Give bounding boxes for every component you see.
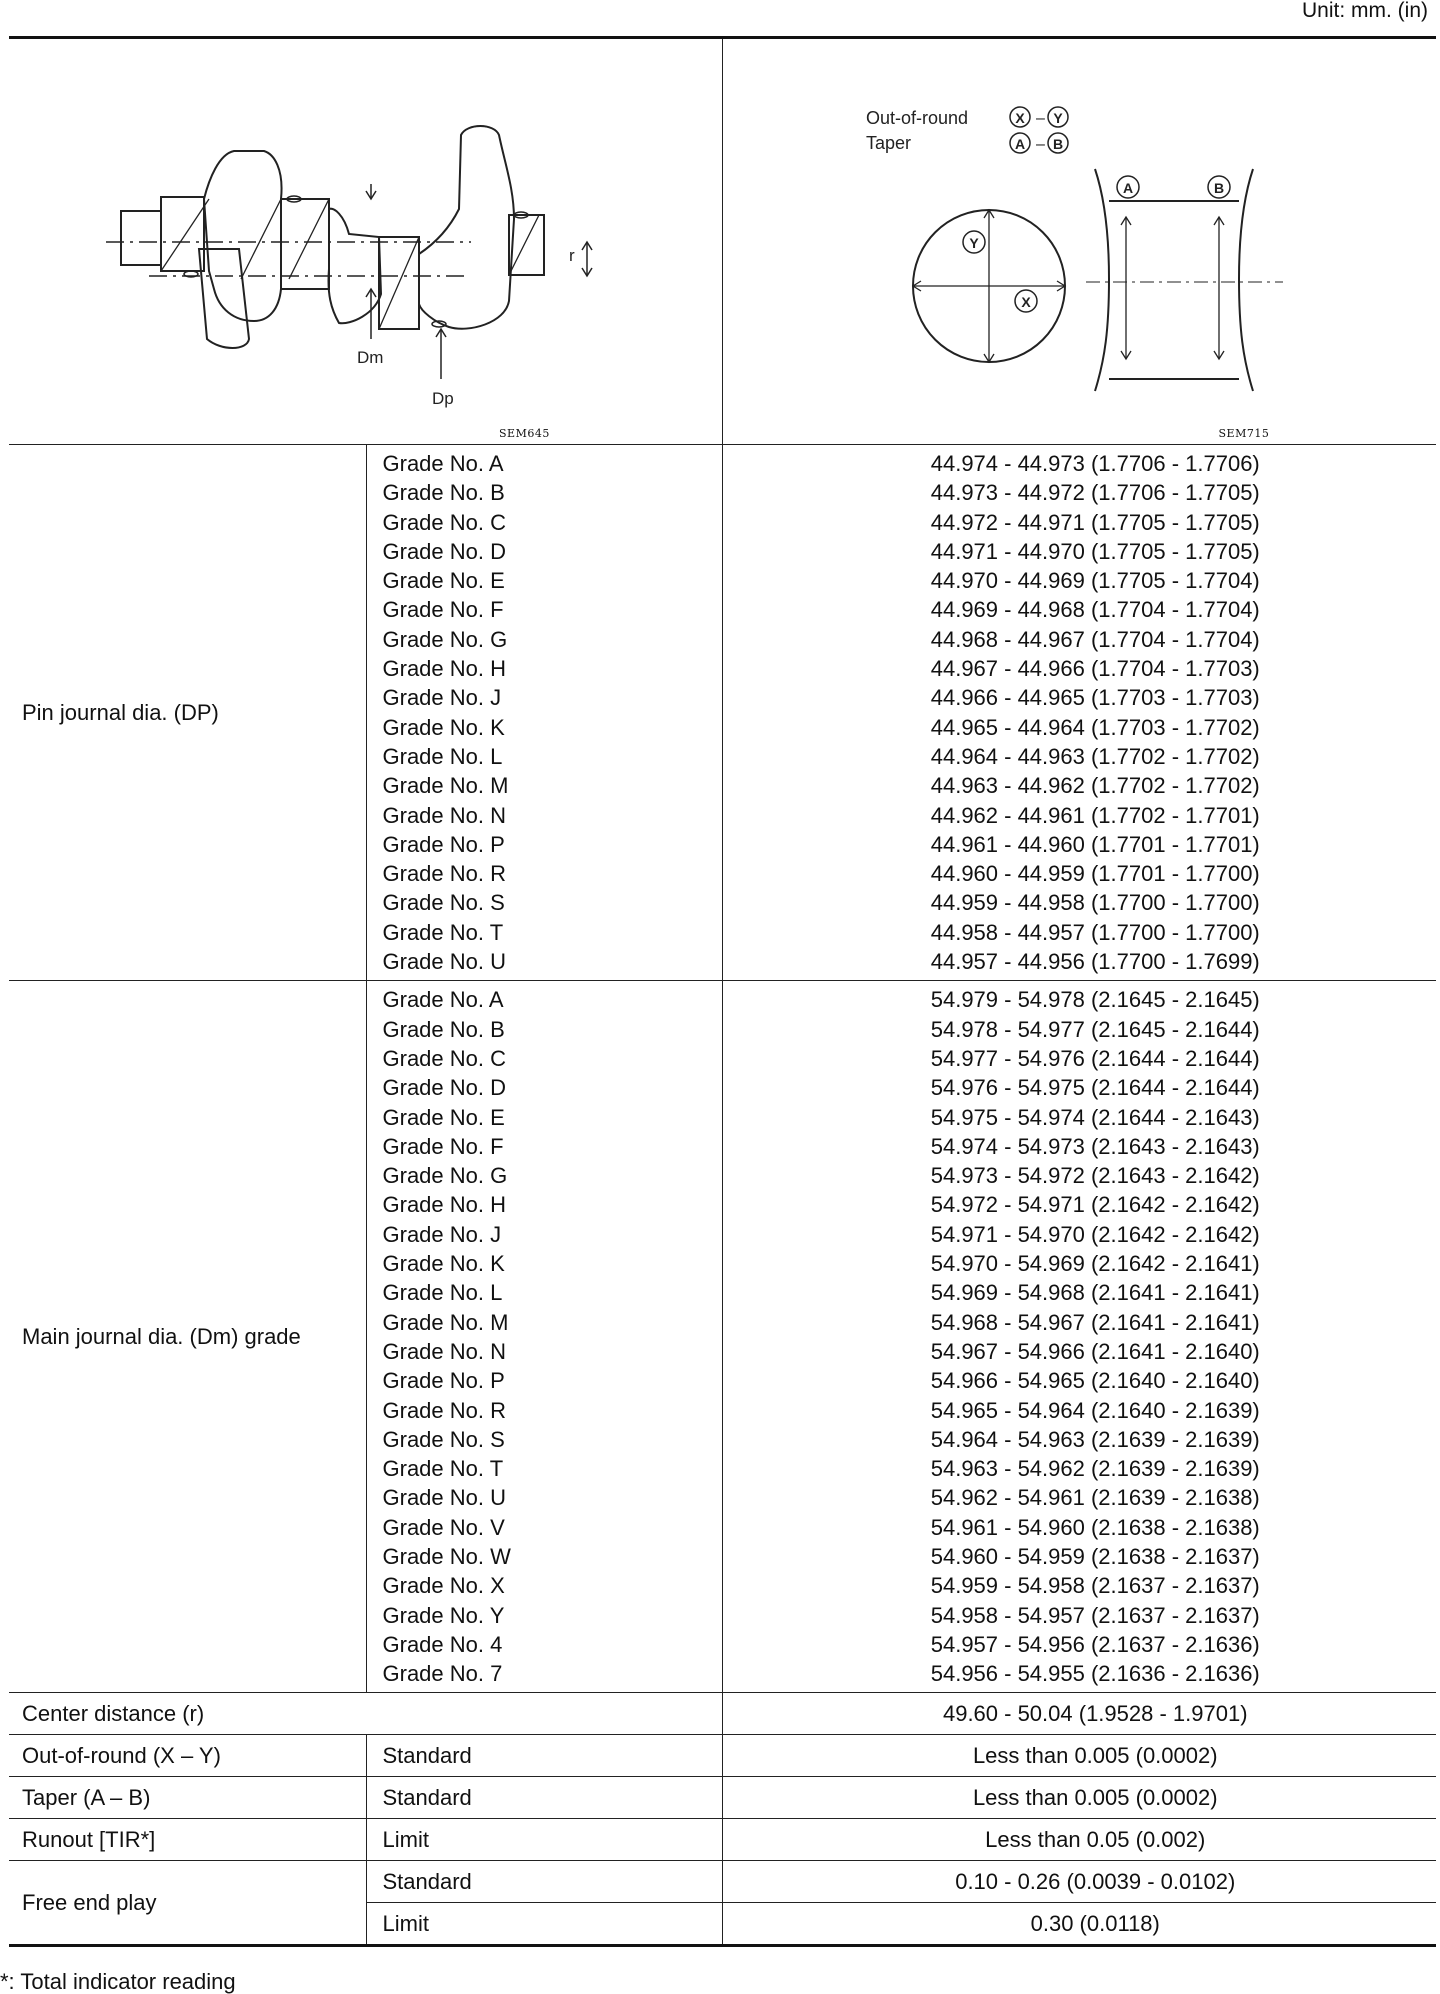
pin-journal-values xyxy=(722,445,1436,981)
main-journal-row xyxy=(9,981,1436,1693)
grade-value: 54.978 - 54.977 (2.1645 - 2.1644) xyxy=(930,1016,1260,1042)
grade-value: 44.958 - 44.957 (1.7700 - 1.7700) xyxy=(930,919,1260,945)
grade-value: 44.967 - 44.966 (1.7704 - 1.7703) xyxy=(930,656,1260,682)
pin-journal-row xyxy=(9,445,1436,981)
grade-value: 44.962 - 44.961 (1.7702 - 1.7701) xyxy=(930,802,1260,828)
grade-label: Grade No. G xyxy=(382,626,508,652)
grade-label: Grade No. R xyxy=(382,1397,506,1423)
grade-label: Grade No. C xyxy=(382,1045,506,1071)
grade-label: Grade No. F xyxy=(382,597,504,623)
out-of-round-value: Less than 0.005 (0.0002) xyxy=(722,1735,1436,1777)
grade-label: Grade No. P xyxy=(382,1368,505,1394)
grade-value: 54.958 - 54.957 (2.1637 - 2.1637) xyxy=(930,1602,1260,1628)
crankshaft-figure-cell xyxy=(9,38,722,445)
main-journal-grades xyxy=(366,981,722,1693)
journal-side-view xyxy=(1086,169,1283,391)
main-journal-label: Main journal dia. (Dm) grade xyxy=(9,981,366,1693)
grade-label: Grade No. A xyxy=(382,987,504,1013)
circle-x-mark: X xyxy=(1020,294,1031,310)
grade-label: Grade No. E xyxy=(382,1104,505,1130)
figure-row xyxy=(9,38,1436,445)
free-end-play-standard-value: 0.10 - 0.26 (0.0039 - 0.0102) xyxy=(722,1861,1436,1903)
grade-value: 44.965 - 44.964 (1.7703 - 1.7702) xyxy=(930,714,1260,740)
grade-label: Grade No. B xyxy=(382,1016,505,1042)
grade-value: 44.970 - 44.969 (1.7705 - 1.7704) xyxy=(930,568,1260,594)
grade-label: Grade No. D xyxy=(382,1075,506,1101)
taper-legend: Taper xyxy=(865,133,911,153)
grade-value: 54.974 - 54.973 (2.1643 - 2.1643) xyxy=(930,1133,1260,1159)
grade-value: 54.973 - 54.972 (2.1643 - 2.1642) xyxy=(930,1163,1260,1189)
grade-value: 54.956 - 54.955 (2.1636 - 2.1636) xyxy=(930,1661,1260,1687)
crankshaft-diagram xyxy=(9,39,722,444)
legend-x-mark: X xyxy=(1014,110,1025,126)
grade-value: 54.972 - 54.971 (2.1642 - 2.1642) xyxy=(930,1192,1260,1218)
grade-label: Grade No. L xyxy=(382,1280,503,1306)
grade-label: Grade No. M xyxy=(382,1309,509,1335)
grade-label: Grade No. U xyxy=(382,949,506,975)
journal-circle xyxy=(913,210,1065,362)
figure-code-right: SEM715 xyxy=(1218,427,1270,440)
runout-label: Runout [TIR*] xyxy=(9,1819,366,1861)
grade-label: Grade No. H xyxy=(382,1192,506,1218)
center-distance-row xyxy=(9,1693,1436,1735)
legend-a-mark: A xyxy=(1014,136,1025,152)
grade-value: 44.968 - 44.967 (1.7704 - 1.7704) xyxy=(930,626,1260,652)
grade-value: 44.964 - 44.963 (1.7702 - 1.7702) xyxy=(930,743,1260,769)
unit-label: Unit: mm. (in) xyxy=(1302,0,1428,22)
grade-value: 54.975 - 54.974 (2.1644 - 2.1643) xyxy=(930,1104,1260,1130)
free-end-play-standard-type: Standard xyxy=(366,1861,722,1903)
free-end-play-limit-value: 0.30 (0.0118) xyxy=(722,1903,1436,1946)
grade-value: 54.966 - 54.965 (2.1640 - 2.1640) xyxy=(930,1368,1260,1394)
runout-row xyxy=(9,1819,1436,1861)
grade-value: 54.977 - 54.976 (2.1644 - 2.1644) xyxy=(930,1045,1260,1071)
free-end-play-limit-type: Limit xyxy=(366,1903,722,1946)
grade-label: Grade No. H xyxy=(382,656,506,682)
grade-label: Grade No. Y xyxy=(382,1602,505,1628)
grade-value: 54.964 - 54.963 (2.1639 - 2.1639) xyxy=(930,1426,1260,1452)
grade-label: Grade No. F xyxy=(382,1133,504,1159)
grade-value: 54.962 - 54.961 (2.1639 - 2.1638) xyxy=(930,1485,1260,1511)
grade-label: Grade No. 7 xyxy=(382,1661,503,1687)
grade-label: Grade No. K xyxy=(382,1251,505,1277)
out-of-round-type: Standard xyxy=(366,1735,722,1777)
grade-label: Grade No. V xyxy=(382,1514,505,1540)
main-journal-values xyxy=(722,981,1436,1693)
grade-label: Grade No. M xyxy=(382,773,509,799)
out-of-round-row xyxy=(9,1735,1436,1777)
dm-label: Dm xyxy=(357,348,384,367)
center-distance-label: Center distance (r) xyxy=(9,1693,722,1735)
taper-value: Less than 0.005 (0.0002) xyxy=(722,1777,1436,1819)
grade-value: 54.965 - 54.964 (2.1640 - 2.1639) xyxy=(930,1397,1260,1423)
grade-label: Grade No. E xyxy=(382,568,505,594)
grade-value: 44.966 - 44.965 (1.7703 - 1.7703) xyxy=(930,685,1260,711)
grade-label: Grade No. X xyxy=(382,1573,505,1599)
pin-journal-grades xyxy=(366,445,722,981)
grade-label: Grade No. B xyxy=(382,480,505,506)
grade-value: 44.963 - 44.962 (1.7702 - 1.7702) xyxy=(930,773,1260,799)
grade-value: 54.963 - 54.962 (2.1639 - 2.1639) xyxy=(930,1456,1260,1482)
grade-label: Grade No. K xyxy=(382,714,505,740)
grade-label: Grade No. U xyxy=(382,1485,506,1511)
grade-label: Grade No. W xyxy=(382,1543,511,1569)
journal-diagram xyxy=(723,39,1437,444)
grade-label: Grade No. T xyxy=(382,1456,504,1482)
out-of-round-label: Out-of-round (X – Y) xyxy=(9,1735,366,1777)
taper-row xyxy=(9,1777,1436,1819)
journal-figure-cell xyxy=(722,38,1436,445)
grade-label: Grade No. 4 xyxy=(382,1631,503,1657)
grade-value: 44.972 - 44.971 (1.7705 - 1.7705) xyxy=(930,509,1260,535)
grade-value: 44.971 - 44.970 (1.7705 - 1.7705) xyxy=(930,538,1260,564)
grade-label: Grade No. C xyxy=(382,509,506,535)
out-of-round-legend: Out-of-round xyxy=(865,108,968,128)
grade-value: 54.979 - 54.978 (2.1645 - 2.1645) xyxy=(930,987,1260,1013)
grade-label: Grade No. P xyxy=(382,831,505,857)
grade-value: 54.976 - 54.975 (2.1644 - 2.1644) xyxy=(930,1075,1260,1101)
grade-label: Grade No. N xyxy=(382,1338,506,1364)
grade-value: 44.957 - 44.956 (1.7700 - 1.7699) xyxy=(930,949,1260,975)
center-distance-value: 49.60 - 50.04 (1.9528 - 1.9701) xyxy=(722,1693,1436,1735)
legend-dash-2: – xyxy=(1035,136,1045,153)
grade-value: 44.974 - 44.973 (1.7706 - 1.7706) xyxy=(930,451,1260,476)
grade-value: 54.960 - 54.959 (2.1638 - 2.1637) xyxy=(930,1543,1260,1569)
pin-journal-label: Pin journal dia. (DP) xyxy=(9,445,366,981)
grade-label: Grade No. S xyxy=(382,890,505,916)
circle-y-mark: Y xyxy=(968,235,979,251)
legend-b-mark: B xyxy=(1052,136,1063,152)
side-a-mark: A xyxy=(1122,180,1133,196)
grade-value: 54.961 - 54.960 (2.1638 - 2.1638) xyxy=(930,1514,1260,1540)
grade-value: 54.969 - 54.968 (2.1641 - 2.1641) xyxy=(930,1280,1260,1306)
free-end-play-standard-row xyxy=(9,1861,1436,1903)
grade-label: Grade No. R xyxy=(382,861,506,887)
grade-value: 54.970 - 54.969 (2.1642 - 2.1641) xyxy=(930,1251,1260,1277)
grade-value: 54.971 - 54.970 (2.1642 - 2.1642) xyxy=(930,1221,1260,1247)
grade-label: Grade No. N xyxy=(382,802,506,828)
grade-label: Grade No. D xyxy=(382,538,506,564)
grade-value: 54.968 - 54.967 (2.1641 - 2.1641) xyxy=(930,1309,1260,1335)
grade-value: 44.961 - 44.960 (1.7701 - 1.7701) xyxy=(930,831,1260,857)
dp-label: Dp xyxy=(432,389,454,408)
grade-value: 54.957 - 54.956 (2.1637 - 2.1636) xyxy=(930,1631,1260,1657)
grade-value: 44.973 - 44.972 (1.7706 - 1.7705) xyxy=(930,480,1260,506)
crankshaft-body xyxy=(106,126,544,348)
grade-value: 44.959 - 44.958 (1.7700 - 1.7700) xyxy=(930,890,1260,916)
free-end-play-label: Free end play xyxy=(9,1861,366,1946)
grade-label: Grade No. G xyxy=(382,1163,508,1189)
grade-value: 54.967 - 54.966 (2.1641 - 2.1640) xyxy=(930,1338,1260,1364)
grade-label: Grade No. T xyxy=(382,919,504,945)
taper-label: Taper (A – B) xyxy=(9,1777,366,1819)
grade-value: 44.969 - 44.968 (1.7704 - 1.7704) xyxy=(930,597,1260,623)
side-b-mark: B xyxy=(1213,180,1224,196)
grade-label: Grade No. A xyxy=(382,451,504,476)
taper-type: Standard xyxy=(366,1777,722,1819)
runout-value: Less than 0.05 (0.002) xyxy=(722,1819,1436,1861)
footnote: *: Total indicator reading xyxy=(0,1969,236,1994)
grade-label: Grade No. S xyxy=(382,1426,505,1452)
grade-value: 54.959 - 54.958 (2.1637 - 2.1637) xyxy=(930,1573,1260,1599)
crankshaft-spec-table xyxy=(9,36,1436,1947)
legend-dash-1: – xyxy=(1035,110,1045,127)
legend-y-mark: Y xyxy=(1052,110,1063,126)
grade-value: 44.960 - 44.959 (1.7701 - 1.7700) xyxy=(930,861,1260,887)
legend xyxy=(866,107,1068,153)
grade-label: Grade No. J xyxy=(382,1221,502,1247)
figure-code-left: SEM645 xyxy=(499,427,550,440)
grade-label: Grade No. L xyxy=(382,743,503,769)
grade-label: Grade No. J xyxy=(382,685,502,711)
runout-type: Limit xyxy=(366,1819,722,1861)
r-label: r xyxy=(569,246,575,265)
